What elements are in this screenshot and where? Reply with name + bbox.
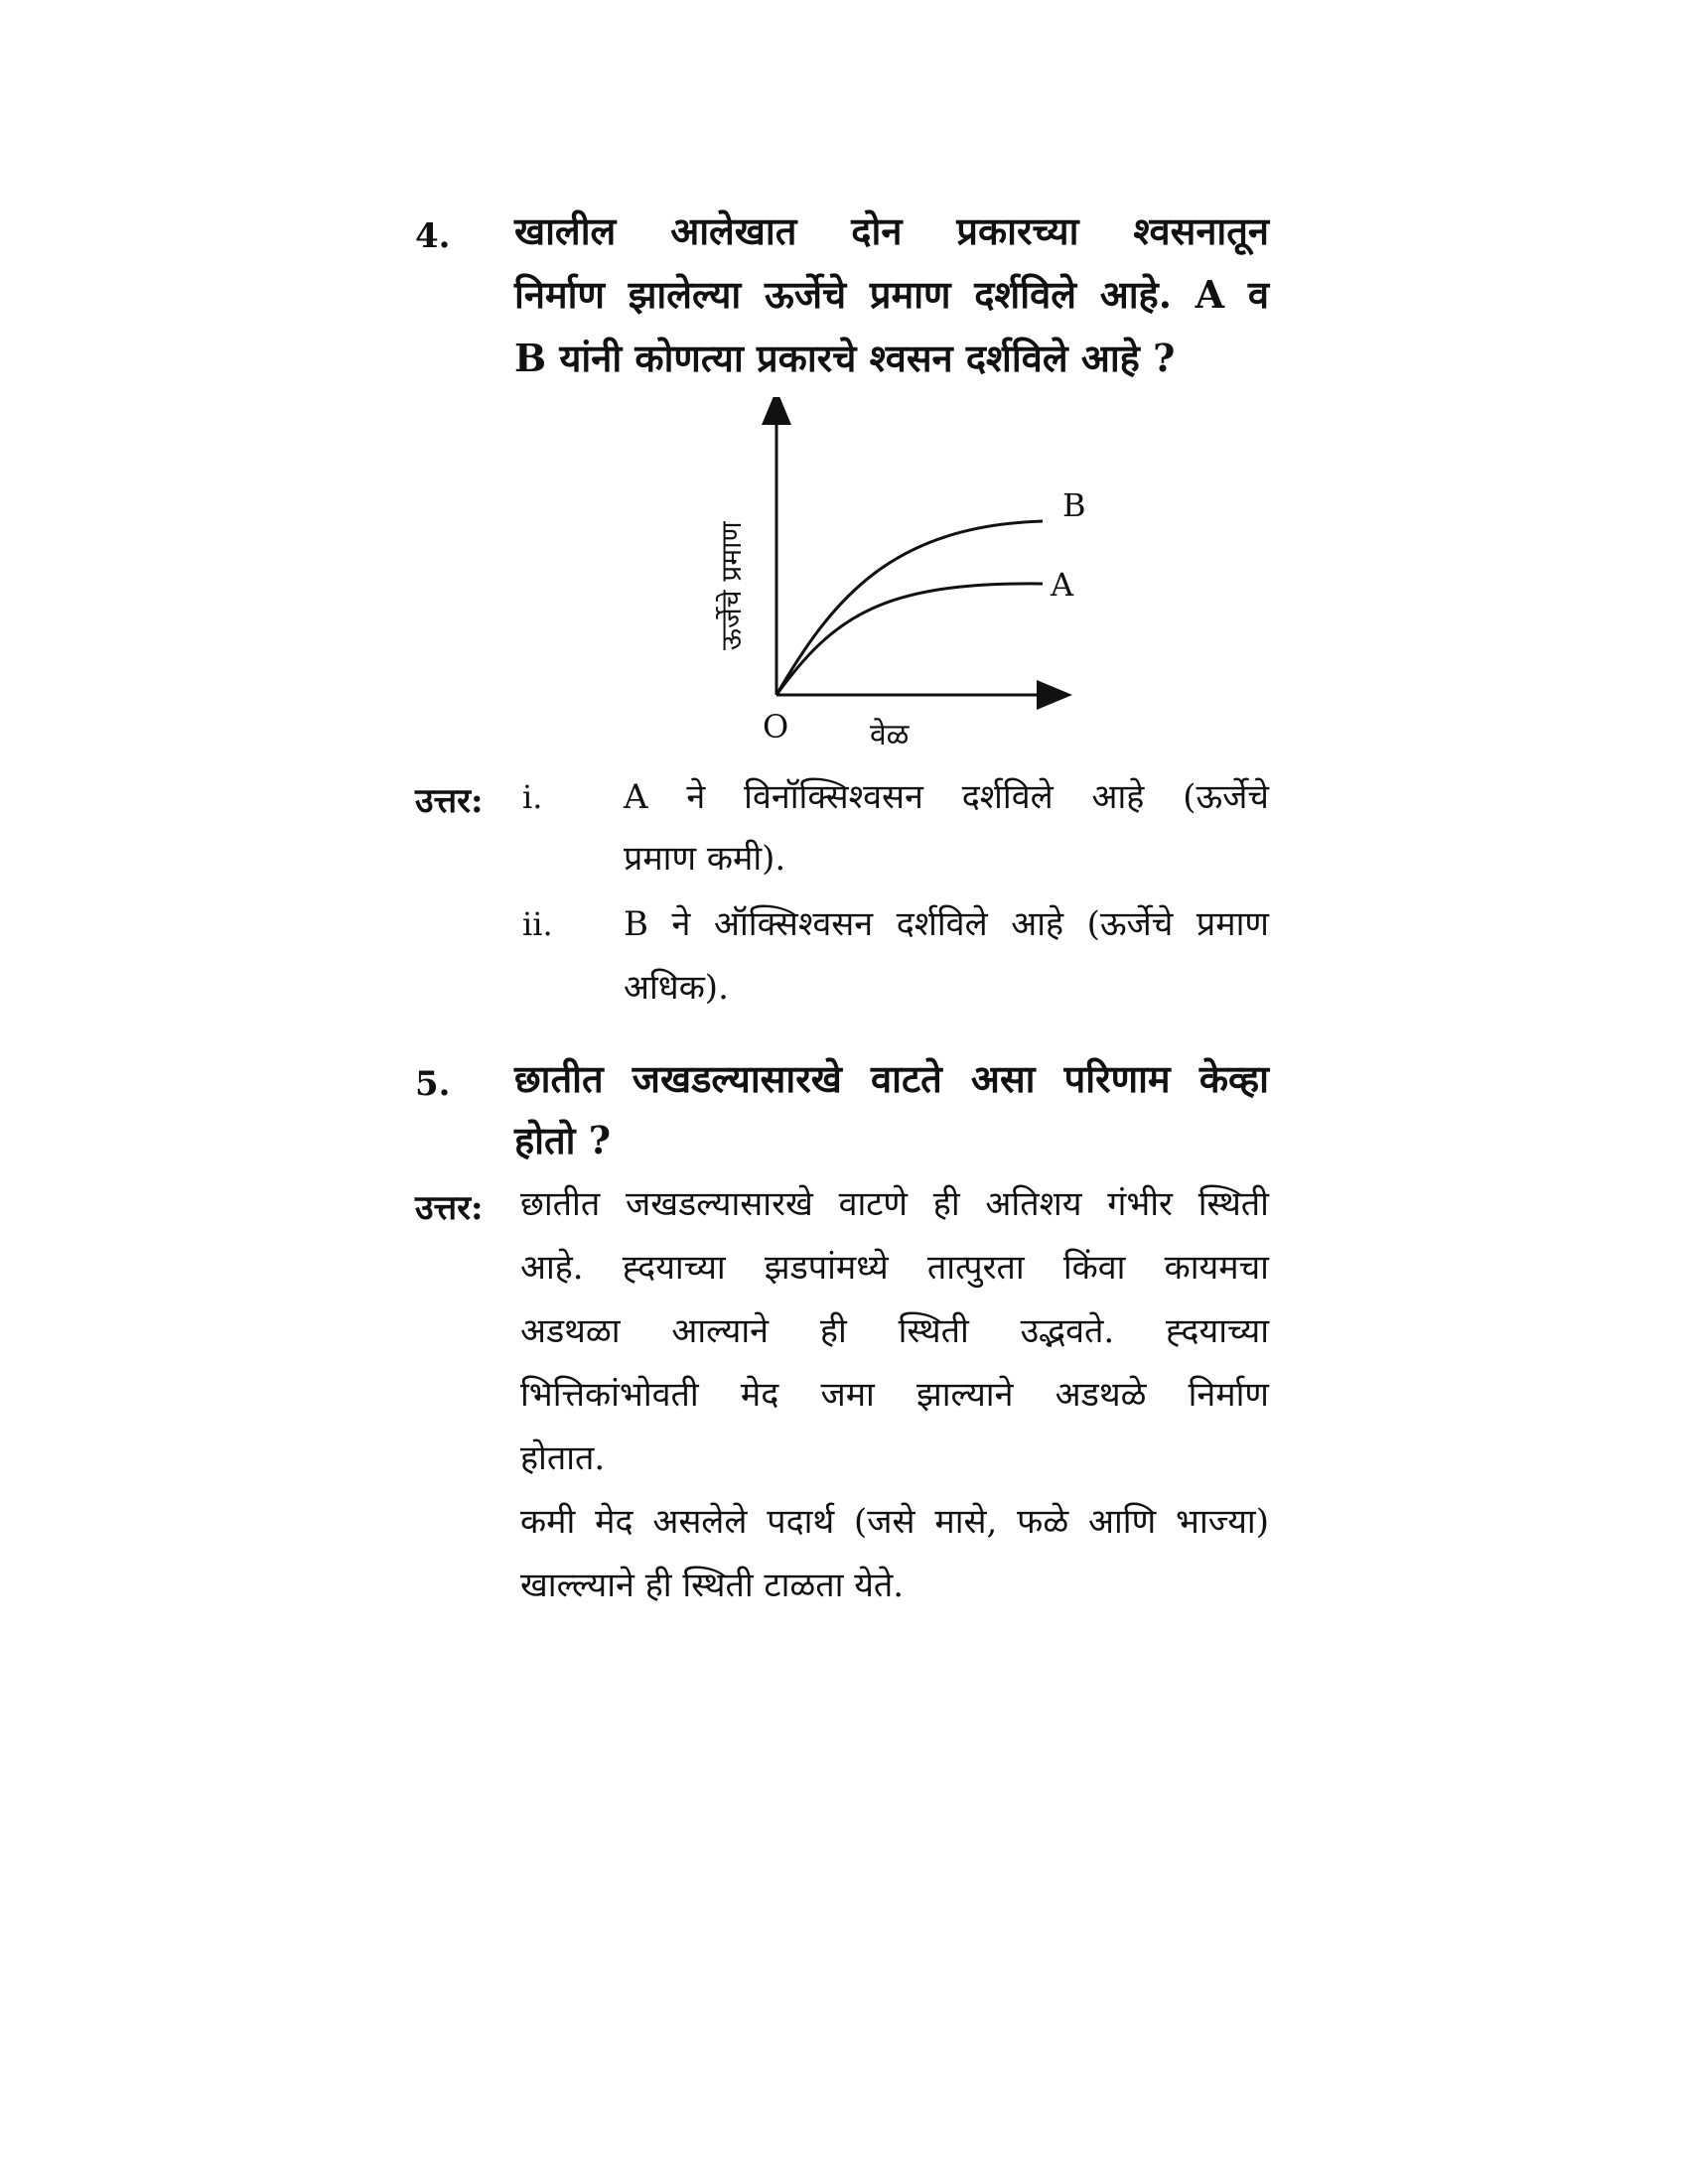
answer-line: भित्तिकांभोवती मेद जमा झाल्याने अडथळे निर्माण [520,1375,1269,1415]
y-axis-label: ऊर्जेचे प्रमाण [715,521,748,650]
x-axis-label: वेळ [870,718,910,752]
list-marker: ii. [522,905,553,943]
energy-time-graph [695,397,1112,774]
answer-line: छातीत जखडल्यासारखे वाटणे ही अतिशय गंभीर स्थिती [520,1184,1269,1224]
answer-label: उत्तर: [415,1188,484,1228]
question-line: छातीत जखडल्यासारखे वाटते असा परिणाम केव्हा [514,1056,1269,1101]
answer-line: आहे. ह्दयाच्या झडपांमध्ये तात्पुरता किंवा कायमचा [520,1248,1269,1288]
curve-a [776,584,1043,695]
question-line: होतो ? [514,1118,612,1162]
list-marker: i. [522,778,543,816]
question-line: निर्माण झालेल्या ऊर्जेचे प्रमाण दर्शविले आहे. A व [514,272,1269,317]
question-line: खालील आलेखात दोन प्रकारच्या श्वसनातून [514,208,1269,253]
answer-label: उत्तर: [415,781,484,821]
answer-line: अडथळा आल्याने ही स्थिती उद्भवते. ह्दयाच्या [520,1311,1269,1351]
answer-line: A ने विनॉक्सिश्वसन दर्शविले आहे (ऊर्जेचे [624,777,1269,817]
answer-line: होतात. [520,1438,606,1478]
answer-line: खाल्ल्याने ही स्थिती टाळता येते. [520,1566,905,1605]
curve-a-label: A [1051,566,1074,604]
question-number: 4. [415,216,451,256]
question-line: B यांनी कोणत्या प्रकारचे श्वसन दर्शविले आहे ? [514,336,1176,380]
answer-line: B ने ऑक्सिश्वसन दर्शविले आहे (ऊर्जेचे प्रमाण [624,904,1269,944]
answer-line: अधिक). [624,968,729,1008]
answer-line: प्रमाण कमी). [624,839,786,879]
curve-b [776,521,1043,695]
curve-b-label: B [1062,486,1086,524]
answer-line: कमी मेद असलेले पदार्थ (जसे मासे, फळे आणि भाज्या) [520,1502,1269,1542]
question-number: 5. [415,1064,451,1104]
origin-label: O [763,708,789,746]
